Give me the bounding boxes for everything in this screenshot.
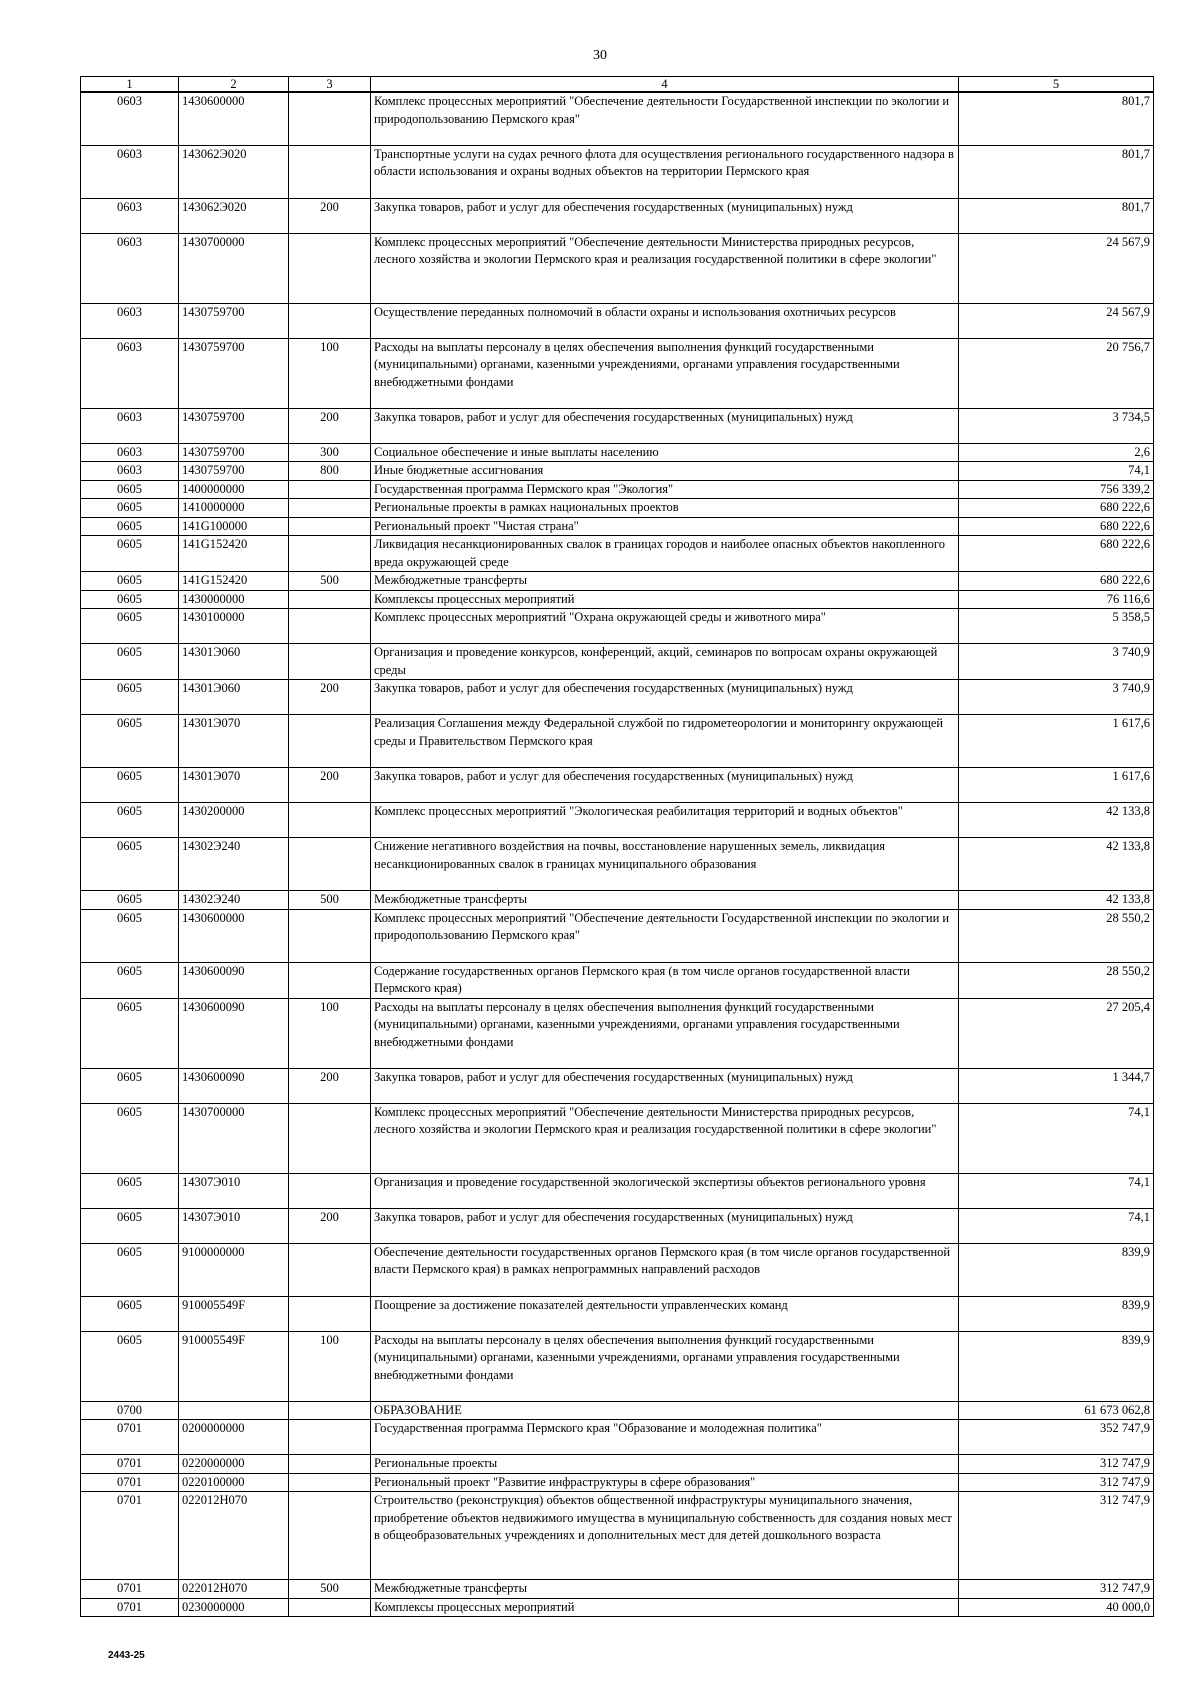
table-row <box>81 609 1154 644</box>
expense-type-code-cell: 200 <box>289 1208 371 1243</box>
amount-cell: 312 747,9 <box>959 1492 1154 1580</box>
description-cell: Реализация Соглашения между Федеральной службой по гидрометеорологии и мониторингу окружающей среды и Правительством Пермского края <box>371 715 959 768</box>
table-row <box>81 1243 1154 1296</box>
expense-type-code-cell <box>289 962 371 998</box>
table-row <box>81 803 1154 838</box>
description-cell: Комплекс процессных мероприятий "Обеспечение деятельности Государственной инспекции по экологии и природопользованию Пермского края" <box>371 92 959 145</box>
expense-type-code-cell: 800 <box>289 462 371 481</box>
target-item-code-cell: 1430200000 <box>179 803 289 838</box>
target-item-code-cell: 0200000000 <box>179 1420 289 1455</box>
section-code-cell: 0605 <box>81 517 179 536</box>
target-item-code-cell: 1430600090 <box>179 1068 289 1103</box>
target-item-code-cell: 14301Э070 <box>179 715 289 768</box>
section-code-cell: 0603 <box>81 408 179 443</box>
section-code-cell: 0605 <box>81 1103 179 1173</box>
description-cell: Закупка товаров, работ и услуг для обеспечения государственных (муниципальных) нужд <box>371 680 959 715</box>
target-item-code-cell: 1430100000 <box>179 609 289 644</box>
table-row <box>81 443 1154 462</box>
description-cell: Межбюджетные трансферты <box>371 572 959 591</box>
table-row <box>81 303 1154 338</box>
column-header: 1 <box>81 77 179 93</box>
expense-type-code-cell: 500 <box>289 891 371 910</box>
description-cell: Расходы на выплаты персоналу в целях обеспечения выполнения функций государственными (муниципальными) органами, казенными учреждениями, органами управления государственными внебюджетными фондами <box>371 1331 959 1401</box>
section-code-cell: 0605 <box>81 909 179 962</box>
expense-type-code-cell <box>289 1473 371 1492</box>
table-row <box>81 1473 1154 1492</box>
target-item-code-cell: 0220100000 <box>179 1473 289 1492</box>
target-item-code-cell: 1430600090 <box>179 998 289 1068</box>
target-item-code-cell: 0230000000 <box>179 1598 289 1617</box>
amount-cell: 1 617,6 <box>959 715 1154 768</box>
amount-cell: 24 567,9 <box>959 233 1154 303</box>
table-row <box>81 962 1154 998</box>
amount-cell: 312 747,9 <box>959 1580 1154 1599</box>
table-row <box>81 1173 1154 1208</box>
document-code: 2443-25 <box>108 1650 145 1661</box>
section-code-cell: 0603 <box>81 303 179 338</box>
section-code-cell: 0603 <box>81 338 179 408</box>
description-cell: Иные бюджетные ассигнования <box>371 462 959 481</box>
section-code-cell: 0603 <box>81 92 179 145</box>
expense-type-code-cell <box>289 499 371 518</box>
expense-type-code-cell: 200 <box>289 1068 371 1103</box>
expense-type-code-cell: 500 <box>289 572 371 591</box>
amount-cell: 74,1 <box>959 462 1154 481</box>
amount-cell: 801,7 <box>959 198 1154 233</box>
target-item-code-cell: 910005549F <box>179 1331 289 1401</box>
target-item-code-cell: 022012H070 <box>179 1492 289 1580</box>
budget-table <box>80 76 1154 1617</box>
description-cell: Содержание государственных органов Пермского края (в том числе органов государственной власти Пермского края) <box>371 962 959 998</box>
table-row <box>81 517 1154 536</box>
expense-type-code-cell: 100 <box>289 1331 371 1401</box>
target-item-code-cell: 1430759700 <box>179 462 289 481</box>
description-cell: Организация и проведение конкурсов, конференций, акций, семинаров по вопросам охраны окружающей среды <box>371 644 959 680</box>
table-row <box>81 838 1154 891</box>
section-code-cell: 0605 <box>81 536 179 572</box>
amount-cell: 74,1 <box>959 1208 1154 1243</box>
expense-type-code-cell <box>289 480 371 499</box>
expense-type-code-cell <box>289 1455 371 1474</box>
table-row <box>81 1580 1154 1599</box>
expense-type-code-cell <box>289 909 371 962</box>
section-code-cell: 0605 <box>81 1296 179 1331</box>
amount-cell: 42 133,8 <box>959 838 1154 891</box>
expense-type-code-cell <box>289 803 371 838</box>
expense-type-code-cell: 500 <box>289 1580 371 1599</box>
target-item-code-cell: 1430759700 <box>179 338 289 408</box>
description-cell: Строительство (реконструкция) объектов общественной инфраструктуры муниципального значения, приобретение объектов недвижимого имущества в муниципальную собственность для создания новых мест в общеобразовательных учреждениях и дополнительных мест для детей дошкольного возраста <box>371 1492 959 1580</box>
expense-type-code-cell <box>289 715 371 768</box>
table-row <box>81 499 1154 518</box>
description-cell: Расходы на выплаты персоналу в целях обеспечения выполнения функций государственными (муниципальными) органами, казенными учреждениями, органами управления государственными внебюджетными фондами <box>371 338 959 408</box>
expense-type-code-cell <box>289 233 371 303</box>
table-row <box>81 338 1154 408</box>
table-row <box>81 891 1154 910</box>
table-row <box>81 198 1154 233</box>
target-item-code-cell: 910005549F <box>179 1296 289 1331</box>
section-code-cell: 0701 <box>81 1473 179 1492</box>
section-code-cell: 0605 <box>81 572 179 591</box>
target-item-code-cell: 14307Э010 <box>179 1208 289 1243</box>
section-code-cell: 0605 <box>81 768 179 803</box>
amount-cell: 1 617,6 <box>959 768 1154 803</box>
section-code-cell: 0605 <box>81 480 179 499</box>
description-cell: Государственная программа Пермского края "Образование и молодежная политика" <box>371 1420 959 1455</box>
amount-cell: 28 550,2 <box>959 909 1154 962</box>
table-row <box>81 1331 1154 1401</box>
table-row <box>81 1068 1154 1103</box>
section-code-cell: 0605 <box>81 1208 179 1243</box>
amount-cell: 28 550,2 <box>959 962 1154 998</box>
section-code-cell: 0605 <box>81 715 179 768</box>
target-item-code-cell: 141G100000 <box>179 517 289 536</box>
table-row <box>81 145 1154 198</box>
section-code-cell: 0605 <box>81 998 179 1068</box>
amount-cell: 42 133,8 <box>959 891 1154 910</box>
table-row <box>81 1103 1154 1173</box>
table-row <box>81 233 1154 303</box>
section-code-cell: 0701 <box>81 1455 179 1474</box>
table-row <box>81 768 1154 803</box>
section-code-cell: 0605 <box>81 891 179 910</box>
target-item-code-cell: 1430600000 <box>179 909 289 962</box>
description-cell: Комплекс процессных мероприятий "Обеспечение деятельности Министерства природных ресурсов, лесного хозяйства и экологии Пермского края и реализация государственной политики в сфере экологии" <box>371 1103 959 1173</box>
section-code-cell: 0605 <box>81 1173 179 1208</box>
table-row <box>81 644 1154 680</box>
target-item-code-cell: 1410000000 <box>179 499 289 518</box>
table-row <box>81 408 1154 443</box>
expense-type-code-cell <box>289 303 371 338</box>
target-item-code-cell: 1430759700 <box>179 443 289 462</box>
target-item-code-cell: 1430759700 <box>179 408 289 443</box>
description-cell: Закупка товаров, работ и услуг для обеспечения государственных (муниципальных) нужд <box>371 198 959 233</box>
target-item-code-cell: 1430700000 <box>179 1103 289 1173</box>
column-header: 3 <box>289 77 371 93</box>
amount-cell: 839,9 <box>959 1243 1154 1296</box>
amount-cell: 74,1 <box>959 1173 1154 1208</box>
target-item-code-cell: 141G152420 <box>179 572 289 591</box>
table-row <box>81 1420 1154 1455</box>
target-item-code-cell: 1430700000 <box>179 233 289 303</box>
table-row <box>81 1208 1154 1243</box>
expense-type-code-cell <box>289 145 371 198</box>
expense-type-code-cell <box>289 838 371 891</box>
section-code-cell: 0605 <box>81 609 179 644</box>
expense-type-code-cell: 200 <box>289 768 371 803</box>
amount-cell: 3 740,9 <box>959 644 1154 680</box>
amount-cell: 74,1 <box>959 1103 1154 1173</box>
target-item-code-cell: 143062Э020 <box>179 145 289 198</box>
amount-cell: 801,7 <box>959 92 1154 145</box>
description-cell: Закупка товаров, работ и услуг для обеспечения государственных (муниципальных) нужд <box>371 768 959 803</box>
expense-type-code-cell <box>289 1296 371 1331</box>
section-code-cell: 0701 <box>81 1598 179 1617</box>
description-cell: Региональные проекты <box>371 1455 959 1474</box>
amount-cell: 2,6 <box>959 443 1154 462</box>
table-row <box>81 536 1154 572</box>
amount-cell: 352 747,9 <box>959 1420 1154 1455</box>
amount-cell: 680 222,6 <box>959 499 1154 518</box>
description-cell: Комплексы процессных мероприятий <box>371 590 959 609</box>
expense-type-code-cell <box>289 1173 371 1208</box>
table-header-row <box>81 77 1154 93</box>
target-item-code-cell: 1430759700 <box>179 303 289 338</box>
section-code-cell: 0605 <box>81 644 179 680</box>
amount-cell: 312 747,9 <box>959 1455 1154 1474</box>
table-row <box>81 1598 1154 1617</box>
description-cell: Поощрение за достижение показателей деятельности управленческих команд <box>371 1296 959 1331</box>
section-code-cell: 0605 <box>81 1331 179 1401</box>
expense-type-code-cell <box>289 1598 371 1617</box>
target-item-code-cell: 14301Э060 <box>179 680 289 715</box>
expense-type-code-cell <box>289 92 371 145</box>
amount-cell: 680 222,6 <box>959 536 1154 572</box>
expense-type-code-cell: 100 <box>289 338 371 408</box>
amount-cell: 680 222,6 <box>959 517 1154 536</box>
description-cell: Государственная программа Пермского края "Экология" <box>371 480 959 499</box>
target-item-code-cell <box>179 1401 289 1420</box>
description-cell: Обеспечение деятельности государственных органов Пермского края (в том числе органов государственной власти Пермского края) в рамках непрограммных направлений расходов <box>371 1243 959 1296</box>
target-item-code-cell: 14301Э060 <box>179 644 289 680</box>
amount-cell: 756 339,2 <box>959 480 1154 499</box>
expense-type-code-cell <box>289 536 371 572</box>
expense-type-code-cell <box>289 1420 371 1455</box>
description-cell: Организация и проведение государственной экологической экспертизы объектов регионального уровня <box>371 1173 959 1208</box>
table-row <box>81 1455 1154 1474</box>
description-cell: Региональный проект "Чистая страна" <box>371 517 959 536</box>
section-code-cell: 0603 <box>81 198 179 233</box>
target-item-code-cell: 14302Э240 <box>179 838 289 891</box>
description-cell: Комплекс процессных мероприятий "Охрана окружающей среды и животного мира" <box>371 609 959 644</box>
target-item-code-cell: 022012H070 <box>179 1580 289 1599</box>
target-item-code-cell: 0220000000 <box>179 1455 289 1474</box>
target-item-code-cell: 1430000000 <box>179 590 289 609</box>
expense-type-code-cell <box>289 1103 371 1173</box>
description-cell: Региональный проект "Развитие инфраструктуры в сфере образования" <box>371 1473 959 1492</box>
description-cell: Комплекс процессных мероприятий "Обеспечение деятельности Министерства природных ресурсов, лесного хозяйства и экологии Пермского края и реализация государственной политики в сфере экологии" <box>371 233 959 303</box>
section-code-cell: 0605 <box>81 838 179 891</box>
table-row <box>81 590 1154 609</box>
description-cell: Межбюджетные трансферты <box>371 1580 959 1599</box>
expense-type-code-cell: 200 <box>289 408 371 443</box>
table-row <box>81 1492 1154 1580</box>
description-cell: Закупка товаров, работ и услуг для обеспечения государственных (муниципальных) нужд <box>371 408 959 443</box>
description-cell: Расходы на выплаты персоналу в целях обеспечения выполнения функций государственными (муниципальными) органами, казенными учреждениями, органами управления государственными внебюджетными фондами <box>371 998 959 1068</box>
description-cell: Межбюджетные трансферты <box>371 891 959 910</box>
amount-cell: 40 000,0 <box>959 1598 1154 1617</box>
expense-type-code-cell <box>289 517 371 536</box>
target-item-code-cell: 9100000000 <box>179 1243 289 1296</box>
amount-cell: 42 133,8 <box>959 803 1154 838</box>
expense-type-code-cell <box>289 609 371 644</box>
target-item-code-cell: 1430600000 <box>179 92 289 145</box>
table-row <box>81 480 1154 499</box>
expense-type-code-cell <box>289 644 371 680</box>
description-cell: Комплексы процессных мероприятий <box>371 1598 959 1617</box>
target-item-code-cell: 1400000000 <box>179 480 289 499</box>
section-code-cell: 0603 <box>81 233 179 303</box>
description-cell: Закупка товаров, работ и услуг для обеспечения государственных (муниципальных) нужд <box>371 1208 959 1243</box>
description-cell: Комплекс процессных мероприятий "Обеспечение деятельности Государственной инспекции по экологии и природопользованию Пермского края" <box>371 909 959 962</box>
section-code-cell: 0701 <box>81 1580 179 1599</box>
target-item-code-cell: 1430600090 <box>179 962 289 998</box>
expense-type-code-cell: 200 <box>289 198 371 233</box>
section-code-cell: 0605 <box>81 590 179 609</box>
amount-cell: 312 747,9 <box>959 1473 1154 1492</box>
section-code-cell: 0701 <box>81 1492 179 1580</box>
expense-type-code-cell <box>289 1243 371 1296</box>
table-row <box>81 909 1154 962</box>
table-row <box>81 998 1154 1068</box>
expense-type-code-cell: 100 <box>289 998 371 1068</box>
description-cell: Снижение негативного воздействия на почвы, восстановление нарушенных земель, ликвидация несанкционированных свалок в границах муниципального образования <box>371 838 959 891</box>
amount-cell: 1 344,7 <box>959 1068 1154 1103</box>
section-code-cell: 0605 <box>81 1068 179 1103</box>
amount-cell: 24 567,9 <box>959 303 1154 338</box>
expense-type-code-cell <box>289 1401 371 1420</box>
table-row <box>81 1296 1154 1331</box>
column-header: 4 <box>371 77 959 93</box>
section-code-cell: 0700 <box>81 1401 179 1420</box>
amount-cell: 27 205,4 <box>959 998 1154 1068</box>
target-item-code-cell: 14307Э010 <box>179 1173 289 1208</box>
description-cell: Региональные проекты в рамках национальных проектов <box>371 499 959 518</box>
description-cell: Закупка товаров, работ и услуг для обеспечения государственных (муниципальных) нужд <box>371 1068 959 1103</box>
section-code-cell: 0605 <box>81 680 179 715</box>
description-cell: ОБРАЗОВАНИЕ <box>371 1401 959 1420</box>
target-item-code-cell: 14302Э240 <box>179 891 289 910</box>
table-row <box>81 1401 1154 1420</box>
amount-cell: 3 740,9 <box>959 680 1154 715</box>
expense-type-code-cell <box>289 1492 371 1580</box>
target-item-code-cell: 143062Э020 <box>179 198 289 233</box>
description-cell: Социальное обеспечение и иные выплаты населению <box>371 443 959 462</box>
section-code-cell: 0603 <box>81 443 179 462</box>
section-code-cell: 0605 <box>81 1243 179 1296</box>
expense-type-code-cell <box>289 590 371 609</box>
section-code-cell: 0605 <box>81 803 179 838</box>
amount-cell: 5 358,5 <box>959 609 1154 644</box>
expense-type-code-cell: 200 <box>289 680 371 715</box>
column-header: 5 <box>959 77 1154 93</box>
amount-cell: 76 116,6 <box>959 590 1154 609</box>
amount-cell: 801,7 <box>959 145 1154 198</box>
target-item-code-cell: 14301Э070 <box>179 768 289 803</box>
section-code-cell: 0603 <box>81 145 179 198</box>
table-row <box>81 92 1154 145</box>
amount-cell: 20 756,7 <box>959 338 1154 408</box>
amount-cell: 3 734,5 <box>959 408 1154 443</box>
section-code-cell: 0605 <box>81 962 179 998</box>
amount-cell: 839,9 <box>959 1331 1154 1401</box>
target-item-code-cell: 141G152420 <box>179 536 289 572</box>
column-header: 2 <box>179 77 289 93</box>
description-cell: Комплекс процессных мероприятий "Экологическая реабилитация территорий и водных объектов" <box>371 803 959 838</box>
expense-type-code-cell: 300 <box>289 443 371 462</box>
section-code-cell: 0605 <box>81 499 179 518</box>
description-cell: Осуществление переданных полномочий в области охраны и использования охотничьих ресурсов <box>371 303 959 338</box>
table-row <box>81 715 1154 768</box>
description-cell: Ликвидация несанкционированных свалок в границах городов и наиболее опасных объектов накопленного вреда окружающей среде <box>371 536 959 572</box>
table-row <box>81 572 1154 591</box>
amount-cell: 839,9 <box>959 1296 1154 1331</box>
amount-cell: 680 222,6 <box>959 572 1154 591</box>
table-row <box>81 680 1154 715</box>
table-row <box>81 462 1154 481</box>
section-code-cell: 0603 <box>81 462 179 481</box>
section-code-cell: 0701 <box>81 1420 179 1455</box>
amount-cell: 61 673 062,8 <box>959 1401 1154 1420</box>
page-number: 30 <box>593 48 607 63</box>
description-cell: Транспортные услуги на судах речного флота для осуществления регионального государственного надзора в области использования и охраны водных объектов на территории Пермского края <box>371 145 959 198</box>
